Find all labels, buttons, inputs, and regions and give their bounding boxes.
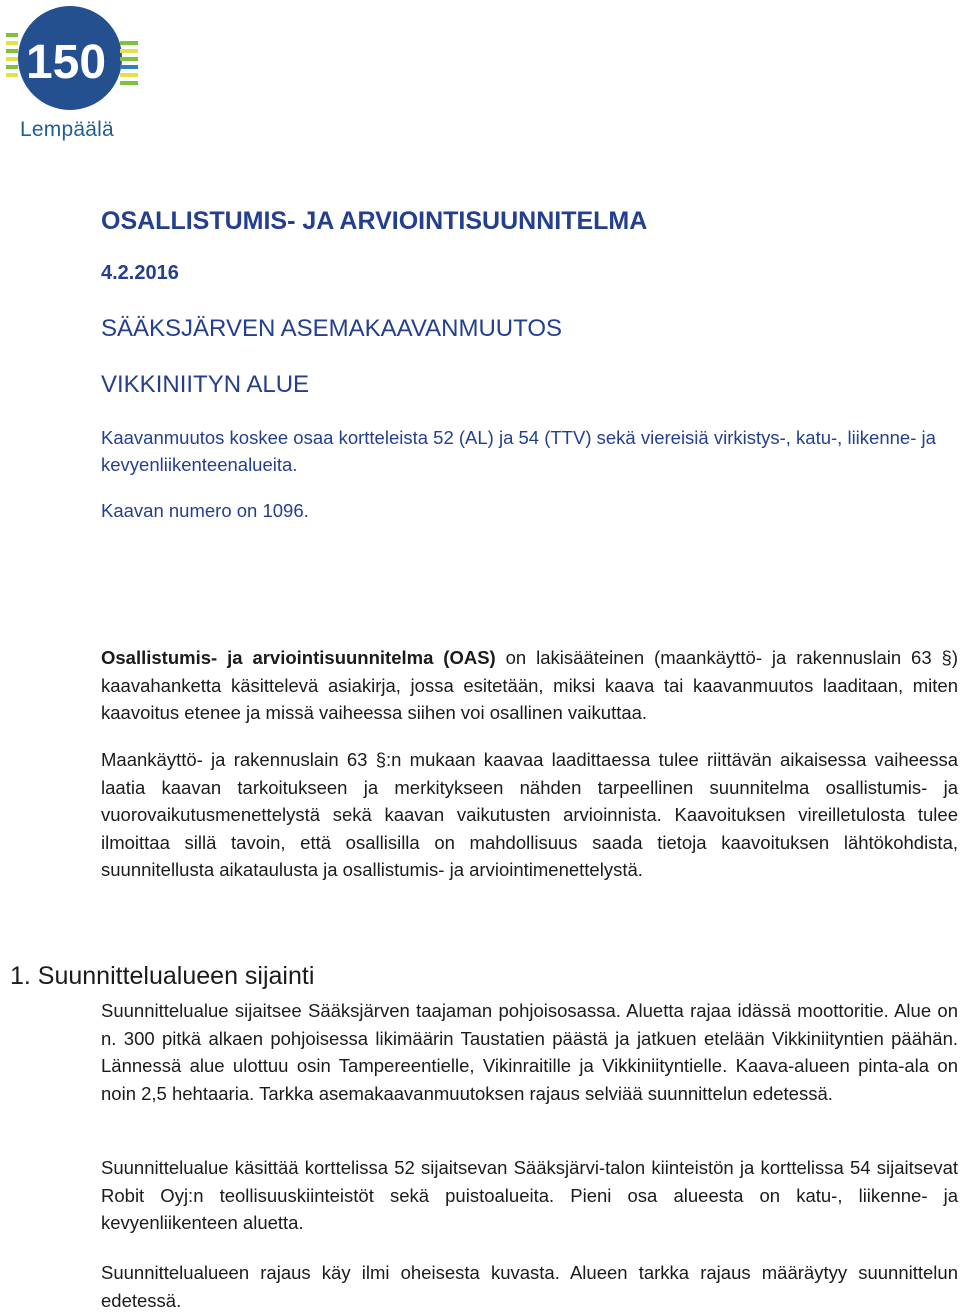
plan-name: SÄÄKSJÄRVEN ASEMAKAAVANMUUTOS xyxy=(101,315,563,342)
section-1-paragraph-1: Suunnittelualue sijaitsee Sääksjärven taajaman pohjoisosassa. Aluetta rajaa idässä moottoritie. Alue on n. 300 pitkä alkaen pohjoisessa likimäärin Taustatien päästä ja jatkuen etelään Vikkiniityntien päähän. Lännessä alue ulottuu osin Tampereentielle, Vikinraitille ja Vikkiniityntielle. Kaava-alueen pinta-ala on noin 2,5 hehtaaria. Tarkka asemakaavanmuutoksen rajaus selviää suunnittelun edetessä. xyxy=(101,1000,958,1104)
oas-term: Osallistumis- ja arviointisuunnitelma (OAS) xyxy=(101,647,496,668)
section-1-heading: 1. Suunnittelualueen sijainti xyxy=(10,962,315,990)
section-1-paragraph-3: Suunnittelualueen rajaus käy ilmi oheisesta kuvasta. Alueen tarkka rajaus määräytyy suunnittelun edetessä. xyxy=(101,1262,958,1311)
section-1-paragraph-2: Suunnittelualue käsittää korttelissa 52 sijaitsevan Sääksjärvi-talon kiinteistön ja korttelissa 54 sijaitsevat Robit Oyj:n teollisuuskiinteistöt sekä puistoalueita. Pieni osa alueesta on katu-, liikenne- ja kevyenliikenteen aluetta. xyxy=(101,1157,958,1233)
logo-emblem xyxy=(6,6,138,116)
lempaala-150-logo xyxy=(6,6,138,146)
logo-number: 150 xyxy=(25,36,107,89)
plan-number: Kaavan numero on 1096. xyxy=(101,500,309,521)
intro-paragraph-1-text: on lakisääteinen (maankäyttö- ja rakennuslain 63 §) kaavahanketta käsittelevä asiakirja, jossa esitetään, miksi kaava tai kaavanmuutos laaditaan, miten kaavoitus etenee ja missä vaiheessa siihen voi osallinen vaikuttaa. xyxy=(101,647,958,723)
intro-paragraph-1 xyxy=(101,644,958,727)
intro-paragraph-2: Maankäyttö- ja rakennuslain 63 §:n mukaan kaavaa laadittaessa tulee riittävän aikaisessa vaiheessa laatia kaavan tarkoitukseen ja merkitykseen nähden tarpeellinen suunnitelma osallistumis- ja vuorovaikutusmenettelystä sekä kaavan vaikutusten arvioinnista. Kaavoituksen vireilletulosta tulee ilmoittaa sillä tavoin, että osallisilla on mahdollisuus saada tietoja kaavoituksen lähtökohdista, suunnitellusta aikataulusta ja osallistumis- ja arviointimenettelystä. xyxy=(101,749,958,880)
plan-area: VIKKINIITYN ALUE xyxy=(101,371,310,398)
logo-text: Lempäälä xyxy=(20,118,114,141)
document-date: 4.2.2016 xyxy=(101,262,179,284)
document-title: OSALLISTUMIS- JA ARVIOINTISUUNNITELMA xyxy=(101,207,648,235)
plan-description: Kaavanmuutos koskee osaa kortteleista 52 (AL) ja 54 (TTV) sekä viereisiä virkistys-, katu-, liikenne- ja kevyenliikenteenalueita. xyxy=(101,427,936,475)
